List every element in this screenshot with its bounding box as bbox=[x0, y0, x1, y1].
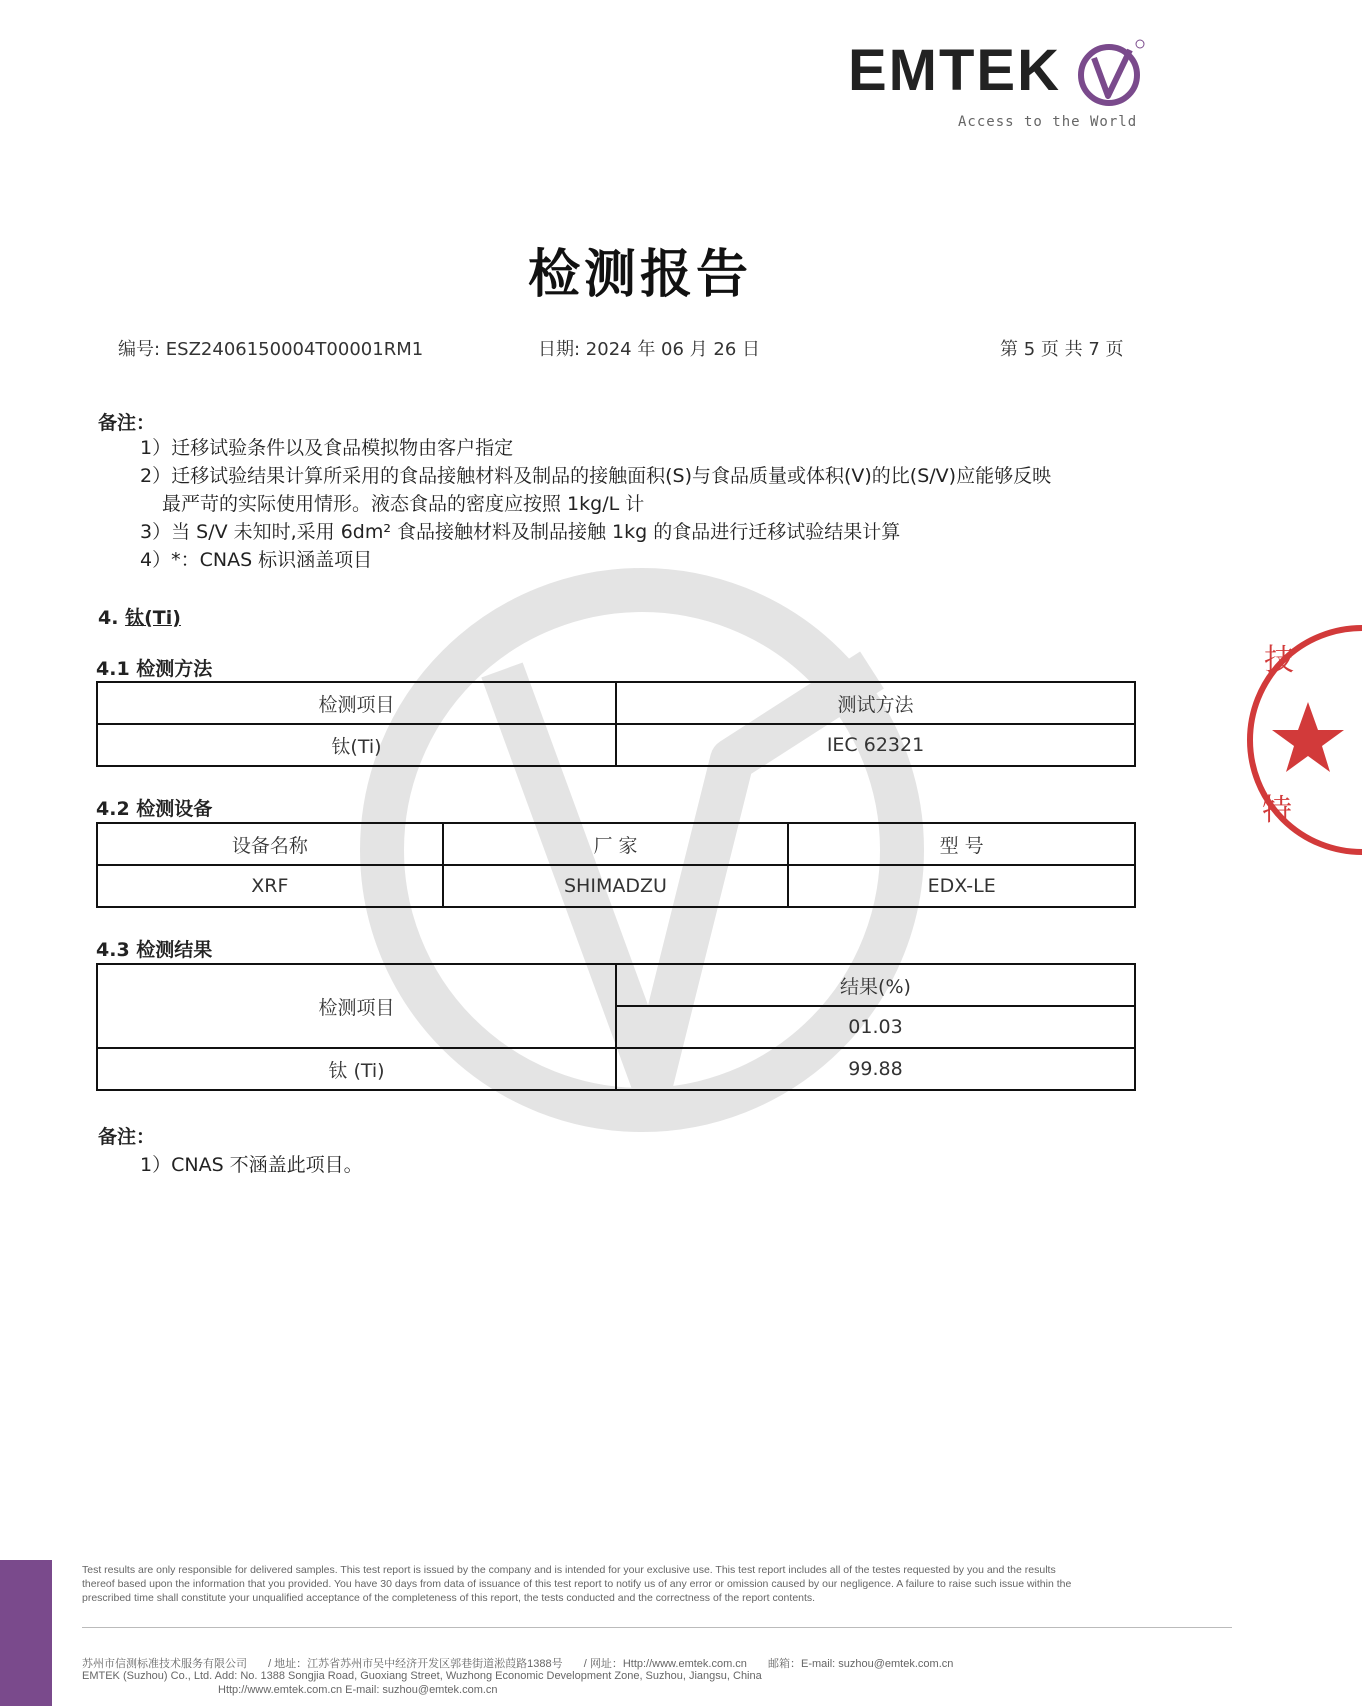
sample-id-cell: 01.03 bbox=[616, 1006, 1135, 1048]
red-seal-stamp bbox=[1242, 620, 1362, 860]
report-date: 日期: 2024 年 06 月 26 日 bbox=[538, 339, 761, 360]
method-table bbox=[96, 681, 1136, 767]
equipment-table bbox=[96, 822, 1136, 908]
table-header-row bbox=[97, 823, 1135, 865]
table-header-cell: 厂 家 bbox=[443, 823, 789, 865]
table-header-cell: 型 号 bbox=[788, 823, 1135, 865]
method-heading: 4.1 检测方法 bbox=[96, 658, 213, 680]
note-item: 1）CNAS 不涵盖此项目。 bbox=[140, 1154, 363, 1176]
table-cell: 钛 (Ti) bbox=[97, 1048, 616, 1090]
table-header-row bbox=[97, 964, 1135, 1006]
note-item: 1）迁移试验条件以及食品模拟物由客户指定 bbox=[140, 437, 514, 459]
footer-cn-line bbox=[82, 1655, 971, 1671]
table-header-cell: 设备名称 bbox=[97, 823, 443, 865]
table-row bbox=[97, 1048, 1135, 1090]
section-title: 钛(Ti) bbox=[125, 607, 181, 629]
footer-en-line: EMTEK (Suzhou) Co., Ltd. Add: No. 1388 Songjia Road, Guoxiang Street, Wuzhong Economic Development Zone, Suzhou, Jiangsu, China bbox=[82, 1670, 762, 1682]
notes-list bbox=[140, 434, 1180, 574]
note-item: 3）当 S/V 未知时,采用 6dm² 食品接触材料及制品接触 1kg 的食品进行迁移试验结果计算 bbox=[140, 521, 901, 543]
results-heading: 4.3 检测结果 bbox=[96, 939, 213, 961]
note-item: 4）*：CNAS 标识涵盖项目 bbox=[140, 549, 373, 571]
footer-address: / 地址：江苏省苏州市吴中经济开发区郭巷街道淞葭路1388号 bbox=[268, 1658, 563, 1670]
footer-website: / 网址：Http://www.emtek.com.cn bbox=[583, 1658, 747, 1670]
page-indicator: 第 5 页 共 7 页 bbox=[1000, 339, 1124, 360]
stamp-char-1: 技 bbox=[1264, 643, 1294, 678]
table-header-row bbox=[97, 682, 1135, 724]
table-header-cell: 检测项目 bbox=[97, 964, 616, 1048]
stamp-char-2: 特 bbox=[1262, 793, 1292, 828]
logo-tagline: Access to the World bbox=[958, 114, 1138, 130]
report-number: 编号: ESZ2406150004T00001RM1 bbox=[118, 339, 424, 360]
table-header-cell: 测试方法 bbox=[616, 682, 1135, 724]
notes-heading: 备注： bbox=[98, 1126, 156, 1148]
table-cell: XRF bbox=[97, 865, 443, 907]
footer-disclaimer: Test results are only responsible for delivered samples. This test report is issued by the company and is intended for your exclusive use. This test report includes all of the testes requested by you and the results thereof based upon the information that you provided. You have 30 days from data of issuance of this test report to notify us of any error or omission caused by our negligence. A failure to raise such issue within the prescribed time shall constitute your unqualified acceptance of the completeness of this report, the tests conducted and the correctness of the report contents. bbox=[82, 1564, 1072, 1604]
table-header-cell: 结果(%) bbox=[616, 964, 1135, 1006]
table-cell: IEC 62321 bbox=[616, 724, 1135, 766]
logo-wordmark: EMTEK bbox=[848, 38, 1061, 103]
footer-en-contact: Http://www.emtek.com.cn E-mail: suzhou@emtek.com.cn bbox=[218, 1684, 498, 1696]
table-cell: SHIMADZU bbox=[443, 865, 789, 907]
report-title: 检测报告 bbox=[527, 244, 752, 305]
table-cell: 钛(Ti) bbox=[97, 724, 616, 766]
notes-heading: 备注： bbox=[98, 412, 156, 434]
emtek-logo bbox=[848, 36, 1148, 136]
check-circle-logo-icon bbox=[1076, 38, 1146, 108]
table-cell: EDX-LE bbox=[788, 865, 1135, 907]
footer-email: 邮箱：E-mail: suzhou@emtek.com.cn bbox=[767, 1658, 954, 1670]
footer-company: 苏州市信测标准技术服务有限公司 bbox=[82, 1658, 247, 1670]
note-item: 最严苛的实际使用情形。液态食品的密度应按照 1kg/L 计 bbox=[162, 493, 645, 515]
footer-accent-bar bbox=[0, 1560, 52, 1706]
table-header-cell: 检测项目 bbox=[97, 682, 616, 724]
note-item: 2）迁移试验结果计算所采用的食品接触材料及制品的接触面积(S)与食品质量或体积(V)的比(S/V)应能够反映 bbox=[140, 465, 1052, 487]
results-table bbox=[96, 963, 1136, 1091]
footer-divider bbox=[82, 1627, 1232, 1628]
table-row bbox=[97, 724, 1135, 766]
table-cell: 99.88 bbox=[616, 1048, 1135, 1090]
equipment-heading: 4.2 检测设备 bbox=[96, 798, 213, 820]
table-row bbox=[97, 865, 1135, 907]
section-number: 4. bbox=[98, 607, 119, 629]
section-heading bbox=[98, 603, 181, 630]
